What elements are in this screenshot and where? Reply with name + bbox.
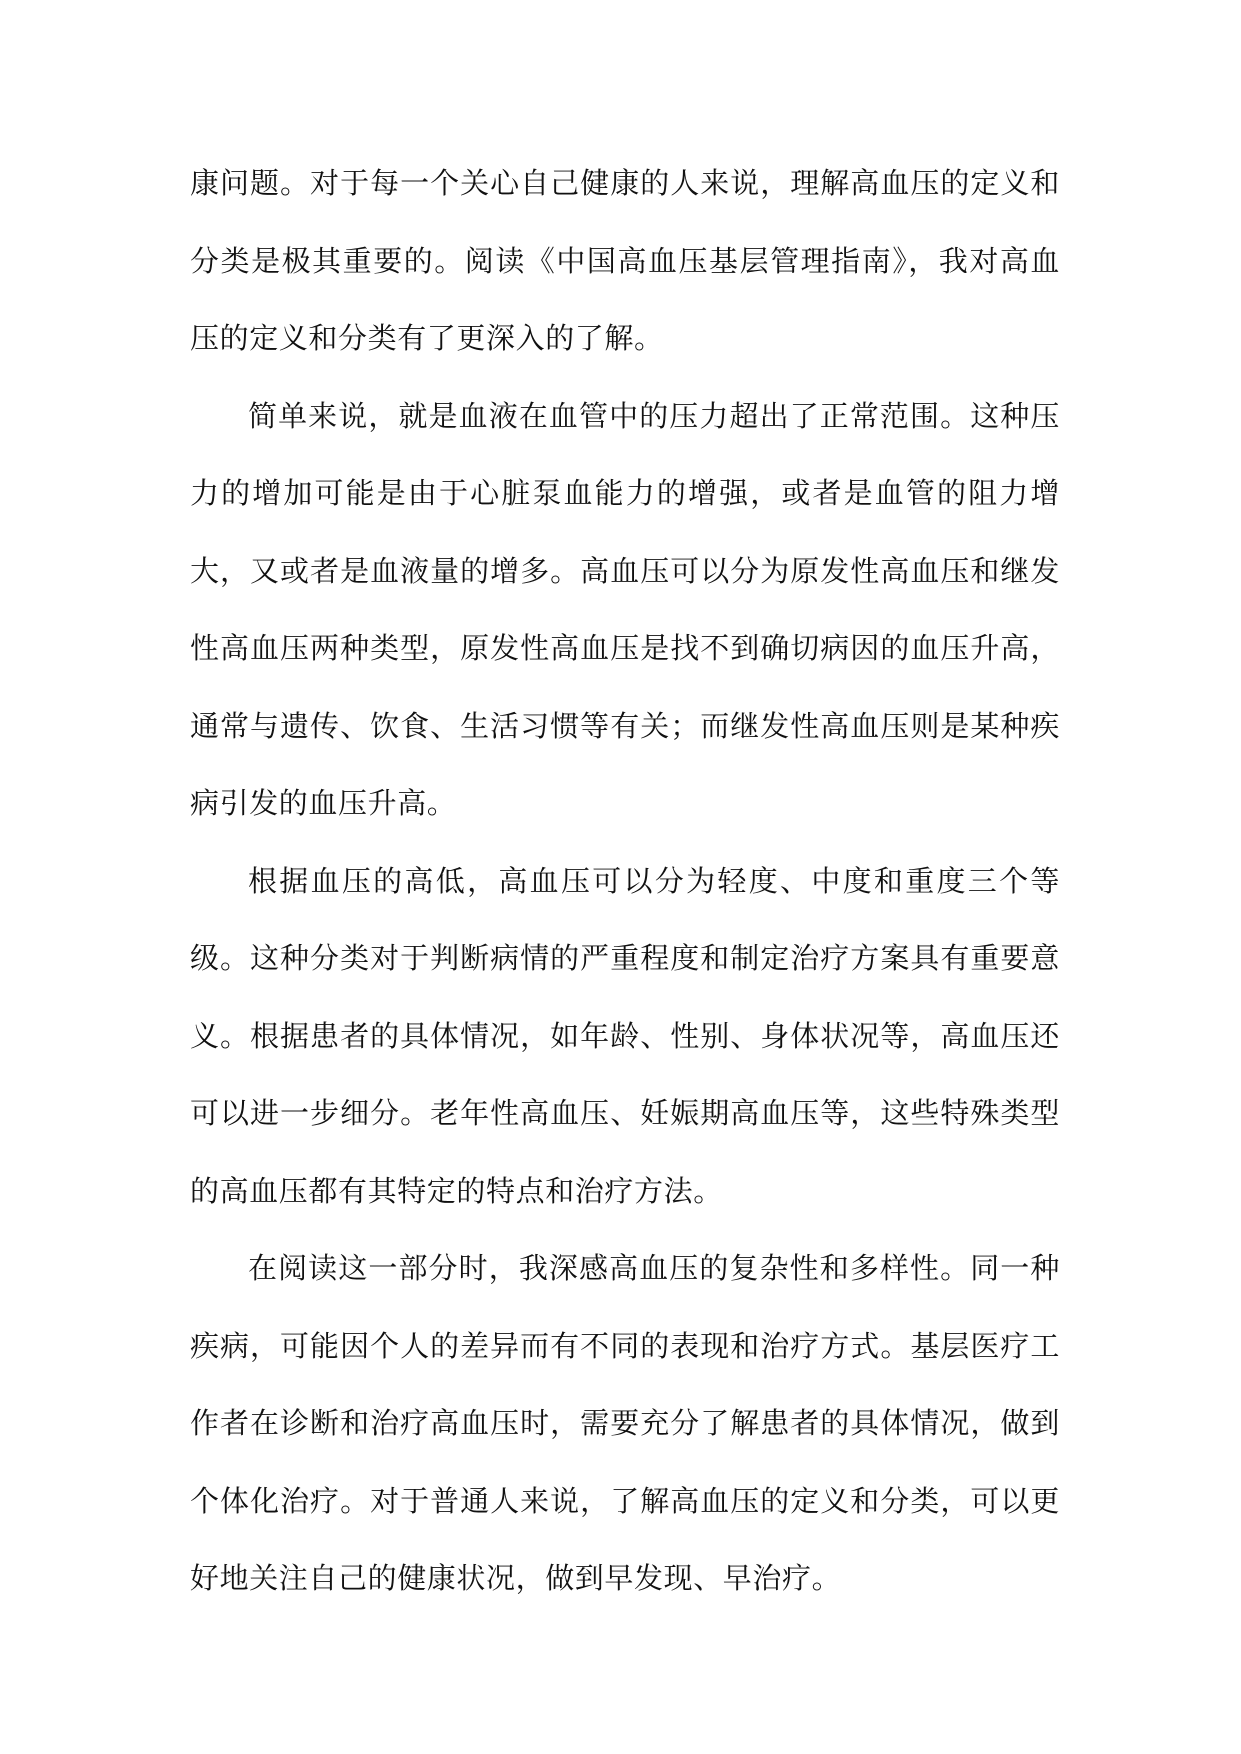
paragraph-4: 在阅读这一部分时，我深感高血压的复杂性和多样性。同一种疾病，可能因个人的差异而有不同的表现和治疗方式。基层医疗工作者在诊断和治疗高血压时，需要充分了解患者的具体情况，做到个体化治疗。对于普通人来说，了解高血压的定义和分类，可以更好地关注自己的健康状况，做到早发现、早治疗。 [190,1251,1060,1595]
paragraph-3: 根据血压的高低，高血压可以分为轻度、中度和重度三个等级。这种分类对于判断病情的严重程度和制定治疗方案具有重要意义。根据患者的具体情况，如年龄、性别、身体状况等，高血压还可以进一步细分。老年性高血压、妊娠期高血压等，这些特殊类型的高血压都有其特定的特点和治疗方法。 [190,863,1060,1208]
document-body [190,145,1060,1618]
paragraph-2: 简单来说，就是血液在血管中的压力超出了正常范围。这种压力的增加可能是由于心脏泵血能力的增强，或者是血管的阻力增大，又或者是血液量的增多。高血压可以分为原发性高血压和继发性高血压两种类型，原发性高血压是找不到确切病因的血压升高，通常与遗传、饮食、生活习惯等有关；而继发性高血压则是某种疾病引发的血压升高。 [190,398,1060,820]
paragraph-1: 康问题。对于每一个关心自己健康的人来说，理解高血压的定义和分类是极其重要的。阅读《中国高血压基层管理指南》，我对高血压的定义和分类有了更深入的了解。 [190,166,1060,355]
